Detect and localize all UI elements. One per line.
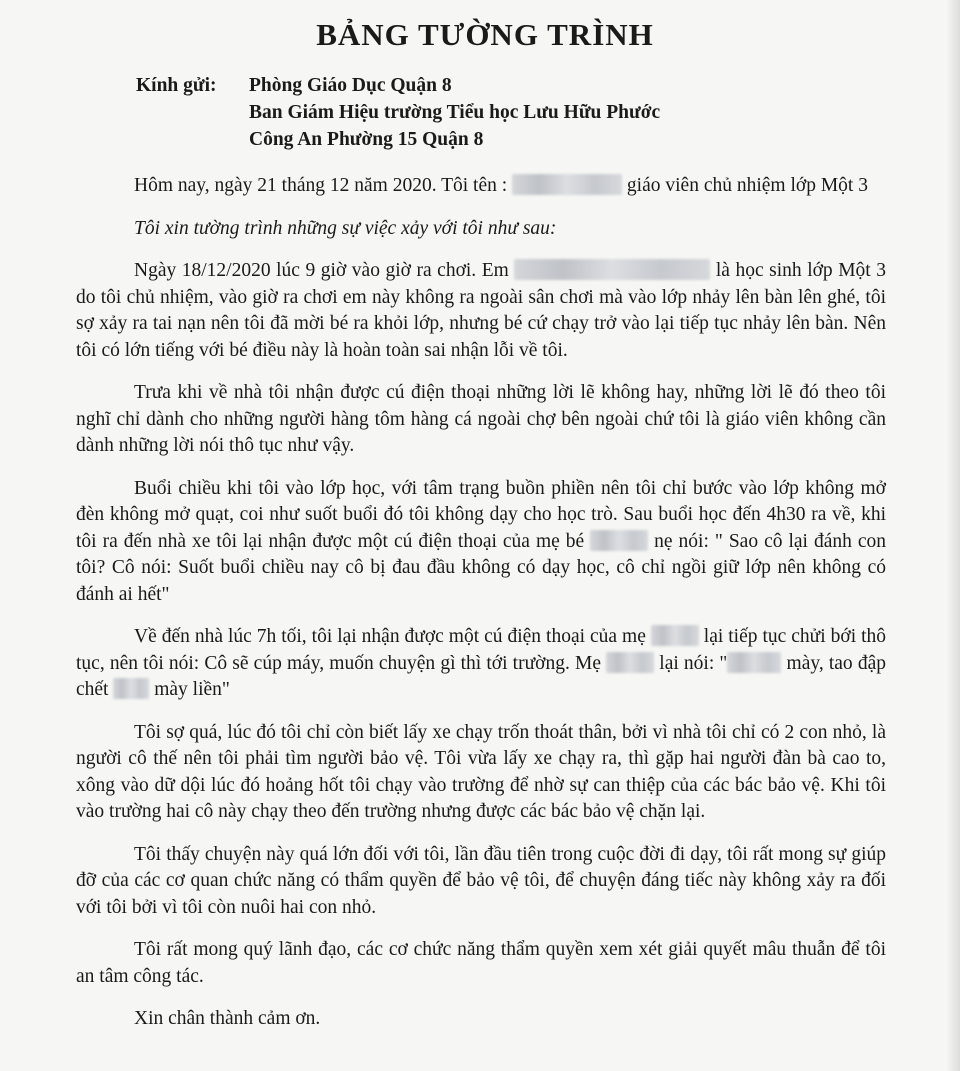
p4-text-c: lại nói: " <box>654 652 728 674</box>
p1-text-b: là học sinh lớp Một 3 do tôi chủ nhiệm, vào giờ ra chơi em này không ra ngoài sân chơi mà vào lớp nhảy lên bàn lên ghé, tôi sợ xảy ra tai nạn nên tôi đã mời bé ra khỏi lớp, nhưng bé cứ chạy trở vào lại tiếp tục nhảy lên bàn. Nên tôi có lớn tiếng với bé điều này là hoàn toàn sai nhận lỗi về tôi. <box>76 260 886 361</box>
page-edge-shadow <box>946 0 960 1071</box>
p1-text-a: Ngày 18/12/2020 lúc 9 giờ vào giờ ra chơi. Em <box>134 260 515 281</box>
p3-text-a: Buổi chiều khi tôi vào lớp học, với tâm trạng buồn phiền nên tôi chỉ bước vào lớp không mở đèn không mở quạt, coi như suốt buổi đó tôi không dạy cho học trò. Sau buổi học đến 4h30 ra về, khi tôi ra đến nhà xe tôi lại nhận được một cú điện thoại của mẹ bé <box>76 477 886 552</box>
redacted-word <box>113 678 149 699</box>
closing-line: Xin chân thành cảm ơn. <box>134 1008 321 1029</box>
recipient-item: Công An Phường 15 Quận 8 <box>249 129 484 150</box>
paragraph-7: Tôi rất mong quý lãnh đạo, các cơ chức năng thẩm quyền xem xét giải quyết mâu thuẫn để tôi an tâm công tác. <box>76 939 886 987</box>
p4-text-d: mày, tao đập chết <box>76 652 886 700</box>
intro-paragraph <box>76 173 886 200</box>
recipient-item: Ban Giám Hiệu trường Tiểu học Lưu Hữu Phước <box>249 102 661 123</box>
paragraph-5: Tôi sợ quá, lúc đó tôi chỉ còn biết lấy xe chạy trốn thoát thân, bởi vì nhà tôi chỉ có 2 con nhỏ, là người cô thế nên tôi phải tìm người bảo vệ. Tôi vừa lấy xe chạy ra, thì gặp hai người đàn bà cao to, xông vào dữ dội lúc đó hoảng hốt tôi chạy vào trường để nhờ sự can thiệp của các bác bảo vệ. Khi tôi vào trường hai cô này chạy theo đến trường nhưng được các bác bảo vệ chặn lại. <box>76 721 886 822</box>
paragraph-1 <box>76 258 886 364</box>
redacted-name <box>606 652 654 673</box>
paragraph-2: Trưa khi về nhà tôi nhận được cú điện thoại những lời lẽ không hay, những lời lẽ đó theo tôi nghĩ chỉ dành cho những người hàng tôm hàng cá ngoài chợ bên ngoài chứ tôi là giáo viên không cần dành những lời nói thô tục như vậy. <box>76 382 886 456</box>
recipients-list <box>249 72 660 153</box>
redacted-student-name <box>514 259 710 280</box>
paragraph-4 <box>76 624 886 704</box>
recipients-label: Kính gửi: <box>136 75 217 96</box>
recipient-item: Phòng Giáo Dục Quận 8 <box>249 75 452 96</box>
intro-text-before: Hôm nay, ngày 21 tháng 12 năm 2020. Tôi tên : <box>134 175 513 196</box>
intro-text-after: giáo viên chủ nhiệm lớp Một 3 <box>622 175 868 196</box>
redacted-teacher-name <box>512 174 622 195</box>
redacted-name <box>651 625 699 646</box>
recipients-block <box>136 72 886 153</box>
p3-text-b: nẹ nói: " Sao cô lại đánh con tôi? Cô nói: Suốt buổi chiều nay cô bị đau đầu không có dạy học, cô chỉ ngồi giữ lớp nên không có đánh ai hết" <box>76 530 887 605</box>
p4-text-e: mày liền" <box>149 679 230 700</box>
p4-text-a: Về đến nhà lúc 7h tối, tôi lại nhận được một cú điện thoại của mẹ <box>134 626 651 647</box>
p4-text-b: lại tiếp tục chửi bới thô tục, nên tôi nói: Cô sẽ cúp máy, muốn chuyện gì thì tới trường. Mẹ <box>76 626 886 674</box>
redacted-student-name <box>590 530 648 551</box>
statement-intro: Tôi xin tường trình những sự việc xảy với tôi như sau: <box>134 217 557 239</box>
paragraph-6: Tôi thấy chuyện này quá lớn đối với tôi, lần đầu tiên trong cuộc đời đi dạy, tôi rất mong sự giúp đỡ của các cơ quan chức năng có thẩm quyền để bảo vệ tôi, để chuyện đáng tiếc này không xảy ra đối với tôi bởi vì tôi còn nuôi hai con nhỏ. <box>76 843 886 918</box>
redacted-word <box>727 652 781 673</box>
document-title: BẢNG TƯỜNG TRÌNH <box>316 17 654 52</box>
paragraph-3 <box>76 476 886 609</box>
